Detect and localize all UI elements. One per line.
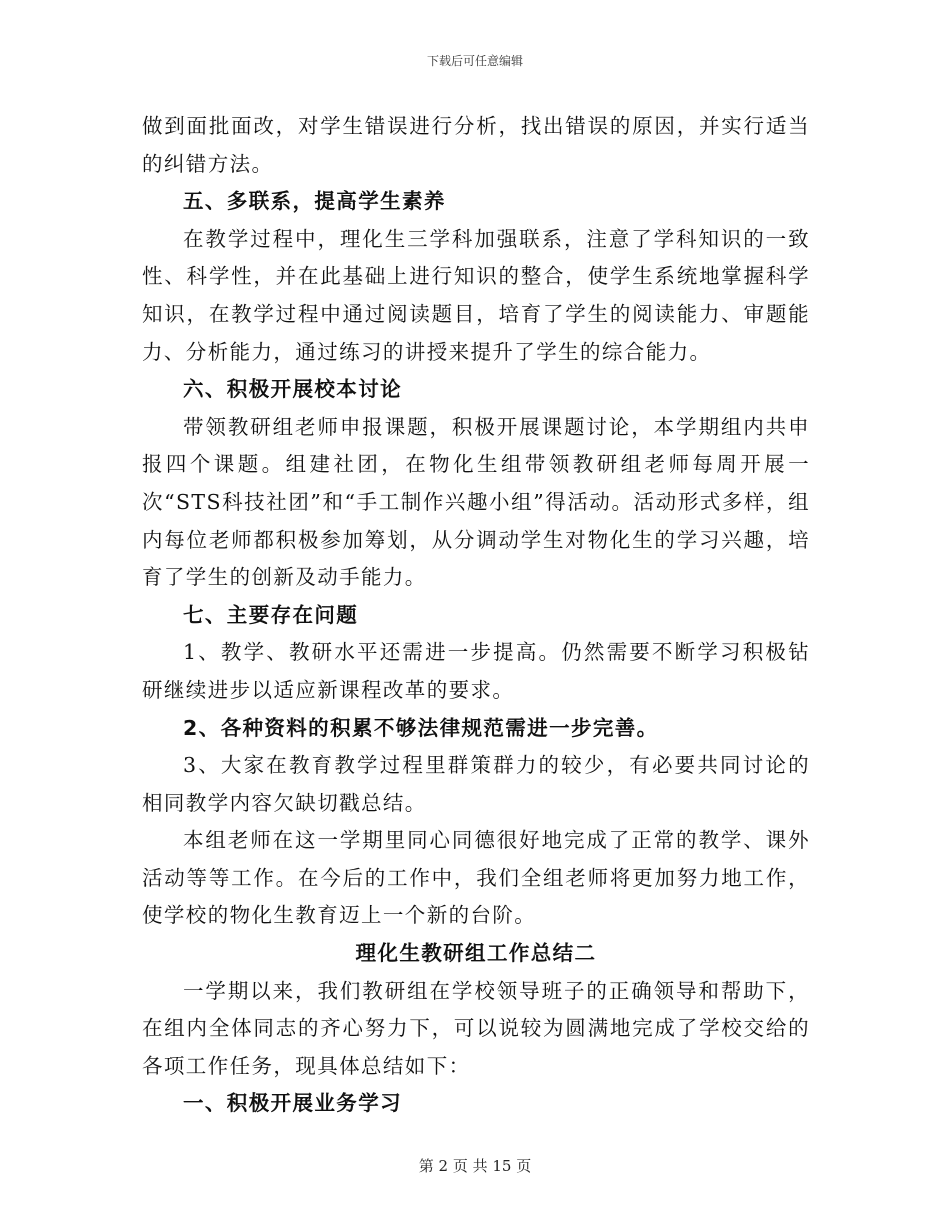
page-number-footer: 第 2 页 共 15 页 (418, 1157, 532, 1175)
section-heading-6: 六、积极开展校本讨论 (183, 377, 402, 402)
paragraph-conclusion: 本组老师在这一学期里同心同德很好地完成了正常的教学、课外活动等等工作。在今后的工作中，我们全组老师将更加努力地工作，使学校的物化生教育迈上一个新的台阶。 (142, 828, 810, 928)
document-title-2: 理化生教研组工作总结二 (355, 941, 597, 966)
paragraph-intro-2: 一学期以来，我们教研组在学校领导班子的正确领导和帮助下，在组内全体同志的齐心努力下，可以说较为圆满地完成了学校交给的各项工作任务，现具体总结如下： (142, 978, 810, 1078)
section-heading-7: 七、主要存在问题 (183, 602, 359, 627)
document-body (142, 108, 810, 1123)
paragraph-problem-2: 2、各种资料的积累不够法律规范需进一步完善。 (183, 715, 659, 740)
paragraph-problem-1: 1、教学、教研水平还需进一步提高。仍然需要不断学习积极钻研继续进步以适应新课程改革的要求。 (142, 640, 810, 702)
page-header: 下载后可任意编辑 (426, 54, 523, 68)
section-heading-1: 一、积极开展业务学习 (183, 1091, 402, 1116)
paragraph-school-research: 带领教研组老师申报课题，积极开展课题讨论，本学期组内共申报四个课题。组建社团，在物化生组带领教研组老师每周开展一次“STS科技社团”和“手工制作兴趣小组”得活动。活动形式多样，组内每位老师都积极参加筹划，从分调动学生对物化生的学习兴趣，培育了学生的创新及动手能力。 (142, 414, 810, 590)
paragraph-error-correction: 做到面批面改，对学生错误进行分析，找出错误的原因，并实行适当的纠错方法。 (142, 114, 810, 176)
paragraph-subject-connection: 在教学过程中，理化生三学科加强联系，注意了学科知识的一致性、科学性，并在此基础上进行知识的整合，使学生系统地掌握科学知识，在教学过程中通过阅读题目，培育了学生的阅读能力、审题能力、分析能力，通过练习的讲授来提升了学生的综合能力。 (142, 226, 810, 364)
paragraph-problem-3: 3、大家在教育教学过程里群策群力的较少，有必要共同讨论的相同教学内容欠缺切戳总结。 (142, 753, 810, 815)
section-heading-5: 五、多联系，提高学生素养 (183, 189, 446, 214)
